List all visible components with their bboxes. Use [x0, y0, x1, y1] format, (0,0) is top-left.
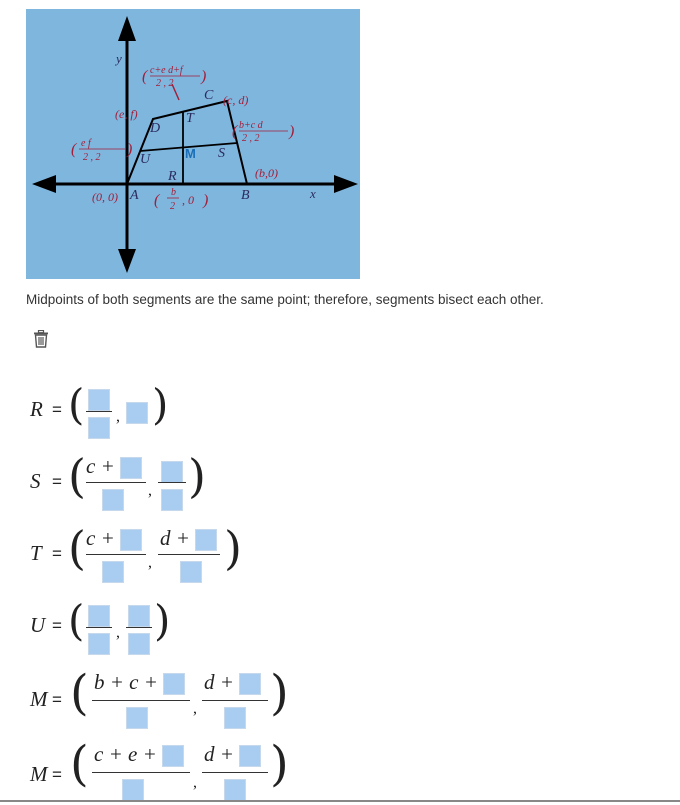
answer-box[interactable]: [195, 529, 217, 551]
equation-lhs: R: [30, 397, 43, 421]
open-paren: (: [68, 380, 85, 429]
close-paren: ): [270, 665, 289, 721]
close-paren: ): [152, 380, 169, 429]
open-paren: (: [70, 665, 89, 721]
point-label-S: S: [218, 146, 225, 161]
answer-box[interactable]: [161, 489, 183, 511]
equals-sign: =: [52, 765, 62, 784]
coord-D: (e, f): [115, 107, 138, 121]
point-label-T: T: [186, 111, 194, 126]
open-paren: (: [68, 521, 86, 575]
coord-S-open-paren: (: [232, 123, 238, 140]
close-paren: ): [188, 449, 206, 503]
point-label-B: B: [241, 188, 250, 203]
coord-U-open-paren: (: [71, 141, 77, 158]
equals-sign: =: [52, 544, 62, 563]
answer-box[interactable]: [126, 707, 148, 729]
equals-sign: =: [52, 690, 62, 709]
fraction-y: [158, 454, 186, 512]
fraction-y: [202, 742, 268, 802]
open-paren: (: [68, 449, 86, 503]
equals-sign: =: [52, 400, 62, 419]
fraction-x: [86, 454, 146, 512]
numerator-text: b + c +: [94, 670, 158, 694]
close-paren: ): [270, 736, 289, 792]
open-paren: (: [70, 736, 89, 792]
answer-box[interactable]: [224, 707, 246, 729]
numerator-text: d +: [204, 742, 234, 766]
answer-box[interactable]: [102, 489, 124, 511]
point-label-M: M: [185, 146, 196, 161]
numerator-text: c + e +: [94, 742, 157, 766]
numerator-text: d +: [160, 526, 190, 550]
coord-R-den: 2: [170, 201, 175, 212]
equation-lhs: M: [30, 762, 48, 786]
comma: ,: [116, 624, 120, 641]
numerator-text: c +: [86, 454, 115, 478]
answer-box[interactable]: [163, 673, 185, 695]
coord-R-tail: , 0: [182, 193, 194, 207]
answer-box[interactable]: [122, 779, 144, 801]
answer-box[interactable]: [88, 389, 110, 411]
coord-R-close-paren: ): [203, 192, 209, 209]
numerator-text: d +: [204, 670, 234, 694]
point-label-A: A: [130, 188, 139, 203]
comma: ,: [148, 482, 152, 499]
fraction-x: [92, 670, 190, 730]
point-label-R: R: [168, 169, 177, 184]
equals-sign: =: [52, 616, 62, 635]
answer-box[interactable]: [88, 605, 110, 627]
coord-S-close-paren: ): [289, 123, 295, 140]
quadrilateral-diagram: [26, 9, 360, 279]
coord-B: (b,0): [255, 166, 278, 180]
answer-box[interactable]: [120, 457, 142, 479]
coord-U-den: 2 , 2: [83, 152, 101, 163]
point-label-U: U: [140, 152, 151, 167]
comma: ,: [193, 700, 197, 717]
fraction-x: [86, 386, 112, 438]
equation-lhs: T: [30, 541, 42, 565]
close-paren: ): [154, 596, 171, 645]
fraction-x: [86, 602, 112, 654]
answer-box[interactable]: [128, 633, 150, 655]
answer-box[interactable]: [239, 745, 261, 767]
y-axis-label: y: [116, 51, 122, 66]
answer-box[interactable]: [162, 745, 184, 767]
comma: ,: [116, 408, 120, 425]
point-label-D: D: [150, 121, 161, 136]
answer-box[interactable]: [128, 605, 150, 627]
answer-box[interactable]: [180, 561, 202, 583]
coord-U-num: e f: [81, 138, 91, 149]
answer-box[interactable]: [88, 633, 110, 655]
coord-origin: (0, 0): [92, 190, 118, 204]
trash-icon[interactable]: [33, 330, 49, 348]
close-paren: ): [224, 521, 242, 575]
open-paren: (: [68, 596, 85, 645]
comma: ,: [193, 774, 197, 791]
coord-T-open-paren: (: [142, 68, 148, 85]
equals-sign: =: [52, 472, 62, 491]
coord-U-close-paren: ): [127, 141, 133, 158]
answer-box[interactable]: [126, 402, 148, 424]
coord-S-num: b+c d: [239, 120, 263, 131]
answer-box[interactable]: [88, 417, 110, 439]
comma: ,: [148, 554, 152, 571]
fraction-x: [86, 526, 146, 584]
coord-C: (c, d): [223, 93, 249, 107]
point-label-C: C: [204, 88, 214, 103]
equation-lhs: M: [30, 687, 48, 711]
coord-T-den: 2 , 2: [156, 78, 174, 89]
answer-box[interactable]: [102, 561, 124, 583]
equation-lhs: S: [30, 469, 41, 493]
equation-lhs: U: [30, 613, 46, 637]
answer-box[interactable]: [120, 529, 142, 551]
answer-box[interactable]: [239, 673, 261, 695]
x-axis-label: x: [310, 186, 316, 201]
fraction-y: [158, 526, 220, 584]
coord-T-close-paren: ): [201, 68, 207, 85]
bottom-divider: [0, 800, 680, 802]
conclusion-statement: Midpoints of both segments are the same point; therefore, segments bisect each other.: [26, 292, 544, 307]
answer-box[interactable]: [224, 779, 246, 801]
fraction-x: [92, 742, 190, 802]
coord-S-den: 2 , 2: [242, 133, 260, 144]
fraction-y: [126, 602, 152, 654]
coord-R-num: b: [171, 187, 176, 198]
numerator-text: c +: [86, 526, 115, 550]
coord-T-num: c+e d+f: [150, 65, 183, 76]
fraction-y: [202, 670, 268, 730]
answer-box[interactable]: [161, 461, 183, 483]
coord-R-open-paren: (: [154, 192, 160, 209]
